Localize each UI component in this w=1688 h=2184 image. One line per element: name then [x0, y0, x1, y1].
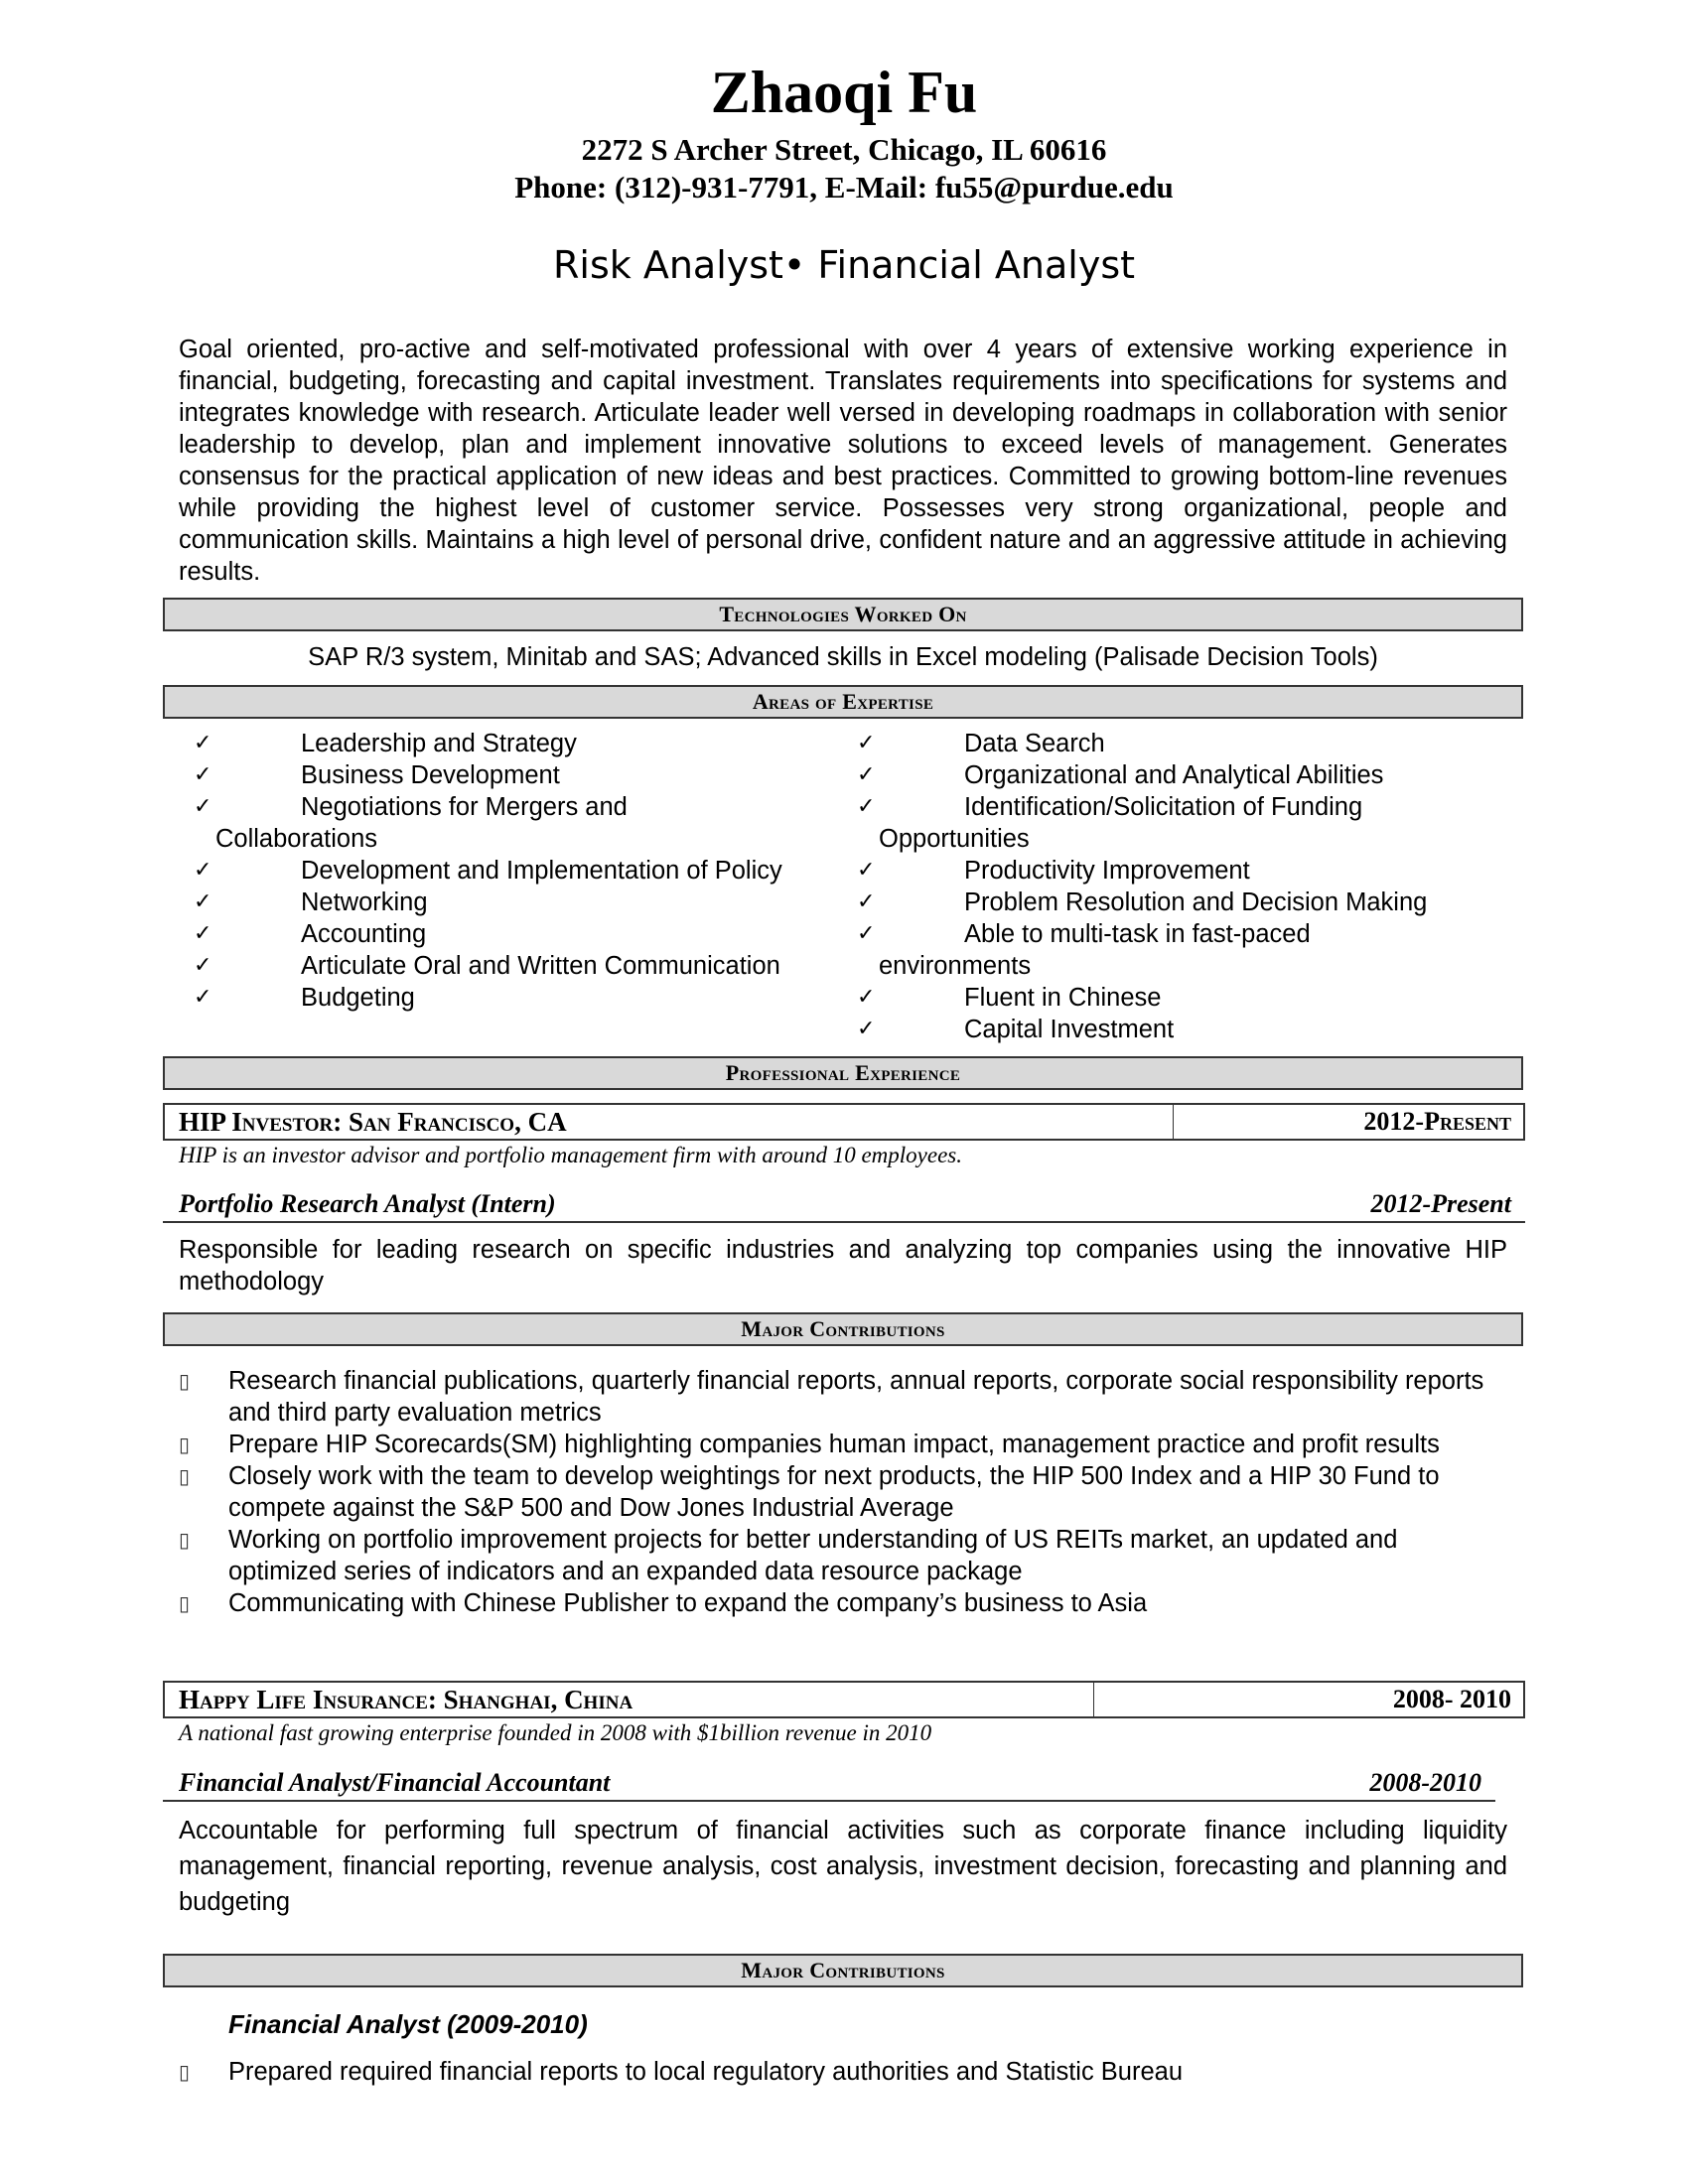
contact-info: Phone: (312)-931-7791, E-Mail: fu55@purdue.edu: [514, 170, 1174, 205]
expertise-label-continued: environments: [879, 952, 1032, 980]
expertise-label: Negotiations for Mergers and: [301, 793, 628, 821]
bullet-icon: ▯: [179, 1464, 191, 1488]
company-row-happy-life-insurance: [163, 1681, 1525, 1718]
bullet-icon: ▯: [179, 1528, 191, 1552]
checkmark-icon: ✓: [194, 953, 212, 978]
expertise-item: [194, 887, 869, 918]
company-description: HIP is an investor advisor and portfolio management firm with around 10 employees.: [179, 1143, 962, 1167]
bullet-icon: ▯: [179, 1433, 191, 1456]
checkmark-icon: ✓: [194, 889, 212, 914]
role-row: [163, 1187, 1525, 1223]
expertise-item: [857, 918, 1532, 982]
checkmark-icon: ✓: [194, 921, 212, 946]
candidate-name: Zhaoqi Fu: [710, 60, 978, 125]
expertise-label: Leadership and Strategy: [301, 730, 577, 757]
expertise-label: Productivity Improvement: [964, 857, 1250, 885]
sub-role-title: Financial Analyst (2009-2010): [228, 2009, 588, 2039]
checkmark-icon: ✓: [857, 731, 876, 755]
expertise-label: Accounting: [301, 920, 427, 948]
expertise-item: [194, 759, 869, 791]
role-row: [163, 1766, 1495, 1802]
expertise-label: Articulate Oral and Written Communication: [301, 952, 780, 980]
section-header-major-contributions: Major Contributions: [163, 1954, 1523, 1987]
contribution-text: Prepare HIP Scorecards(SM) highlighting companies human impact, management practice and profit results: [228, 1431, 1440, 1458]
bullet-icon: ▯: [179, 2060, 191, 2084]
checkmark-icon: ✓: [857, 921, 876, 946]
contributions-list: [179, 2056, 1509, 2088]
role-summary: Responsible for leading research on specific industries and analyzing top companies using the innovative HIP methodology: [179, 1236, 1507, 1296]
role-dates: 2008-2010: [1369, 1768, 1481, 1797]
contribution-item: [179, 1429, 1509, 1460]
checkmark-icon: ✓: [857, 762, 876, 787]
checkmark-icon: ✓: [857, 858, 876, 883]
address: 2272 S Archer Street, Chicago, IL 60616: [581, 132, 1107, 167]
section-header-expertise: Areas of Expertise: [163, 685, 1523, 719]
expertise-label: Capital Investment: [964, 1016, 1175, 1043]
contribution-text: Communicating with Chinese Publisher to expand the company’s business to Asia: [228, 1589, 1148, 1617]
expertise-item: [857, 759, 1532, 791]
expertise-item: [194, 918, 869, 950]
contribution-text: Closely work with the team to develop weightings for next products, the HIP 500 Index and a HIP 30 Fund to compete against the S&P 500 and Dow Jones Industrial Average: [228, 1462, 1440, 1522]
contributions-list: [179, 1365, 1509, 1619]
company-row-hip-investor: [163, 1103, 1525, 1141]
bullet-icon: ▯: [179, 1369, 191, 1393]
checkmark-icon: ✓: [194, 858, 212, 883]
company-name: HIP Investor: San Francisco, CA: [165, 1105, 1174, 1139]
expertise-item: [857, 1014, 1532, 1045]
section-header-major-contributions: Major Contributions: [163, 1312, 1523, 1346]
expertise-label: Identification/Solicitation of Funding: [964, 793, 1363, 821]
contribution-item: [179, 2056, 1509, 2088]
checkmark-icon: ✓: [857, 889, 876, 914]
section-header-technologies: Technologies Worked On: [163, 598, 1523, 631]
expertise-label-continued: Collaborations: [215, 825, 378, 853]
contribution-item: [179, 1365, 1509, 1429]
checkmark-icon: ✓: [857, 794, 876, 819]
expertise-label: Organizational and Analytical Abilities: [964, 761, 1384, 789]
expertise-label: Fluent in Chinese: [964, 984, 1162, 1012]
expertise-item: [194, 791, 869, 855]
technologies-list: SAP R/3 system, Minitab and SAS; Advanced skills in Excel modeling (Palisade Decision Tools): [308, 643, 1378, 671]
expertise-label: Problem Resolution and Decision Making: [964, 888, 1428, 916]
role-dates: 2012-Present: [1370, 1189, 1511, 1218]
expertise-item: [194, 855, 869, 887]
role-title: Financial Analyst/Financial Accountant: [179, 1768, 611, 1797]
expertise-item: [857, 791, 1532, 855]
expertise-item: [194, 950, 869, 982]
checkmark-icon: ✓: [194, 731, 212, 755]
company-dates: 2008- 2010: [1392, 1685, 1511, 1713]
contribution-item: [179, 1587, 1509, 1619]
checkmark-icon: ✓: [857, 1017, 876, 1041]
expertise-label: Able to multi-task in fast-paced: [964, 920, 1311, 948]
bullet-icon: ▯: [179, 1591, 191, 1615]
professional-summary: Goal oriented, pro-active and self-motivated professional with over 4 years of extensive working experience in financial, budgeting, forecasting and capital investment. Translates requirements into specifications for systems and integrates knowledge with research. Articulate leader well versed in developing roadmaps in collaboration with senior leadership to develop, plan and implement innovative solutions to exceed levels of management. Generates consensus for the practical application of new ideas and best practices. Committed to growing bottom-line revenues while providing the highest level of customer service. Possesses very strong organizational, people and communication skills. Maintains a high level of personal drive, confident nature and an aggressive attitude in achieving results.: [179, 336, 1507, 586]
headline: Risk Analyst• Financial Analyst: [552, 243, 1136, 287]
section-header-experience: Professional Experience: [163, 1056, 1523, 1090]
role-title: Portfolio Research Analyst (Intern): [179, 1189, 556, 1218]
expertise-label: Networking: [301, 888, 428, 916]
checkmark-icon: ✓: [194, 794, 212, 819]
expertise-label: Budgeting: [301, 984, 415, 1012]
expertise-column-left: [194, 728, 869, 1014]
contribution-text: Prepared required financial reports to local regulatory authorities and Statistic Bureau: [228, 2058, 1184, 2086]
expertise-column-right: [857, 728, 1532, 1045]
expertise-item: [857, 887, 1532, 918]
contribution-item: [179, 1460, 1509, 1524]
expertise-label-continued: Opportunities: [879, 825, 1030, 853]
checkmark-icon: ✓: [194, 762, 212, 787]
contribution-text: Research financial publications, quarterly financial reports, annual reports, corporate social responsibility reports and third party evaluation metrics: [228, 1367, 1484, 1427]
company-dates: 2012-Present: [1363, 1107, 1511, 1136]
contribution-item: [179, 1524, 1509, 1587]
expertise-item: [857, 855, 1532, 887]
company-name: Happy Life Insurance: Shanghai, China: [165, 1683, 1094, 1716]
expertise-item: [194, 982, 869, 1014]
expertise-item: [857, 982, 1532, 1014]
expertise-label: Business Development: [301, 761, 560, 789]
company-description: A national fast growing enterprise founded in 2008 with $1billion revenue in 2010: [179, 1720, 932, 1745]
checkmark-icon: ✓: [857, 985, 876, 1010]
expertise-label: Development and Implementation of Policy: [301, 857, 782, 885]
role-summary: Accountable for performing full spectrum of financial activities such as corporate finance including liquidity management, financial reporting, revenue analysis, cost analysis, investment decision, forecasting and planning and budgeting: [179, 1817, 1507, 1916]
expertise-label: Data Search: [964, 730, 1105, 757]
expertise-item: [194, 728, 869, 759]
contribution-text: Working on portfolio improvement projects for better understanding of US REITs market, an updated and optimized series of indicators and an expanded data resource package: [228, 1526, 1398, 1585]
checkmark-icon: ✓: [194, 985, 212, 1010]
expertise-item: [857, 728, 1532, 759]
